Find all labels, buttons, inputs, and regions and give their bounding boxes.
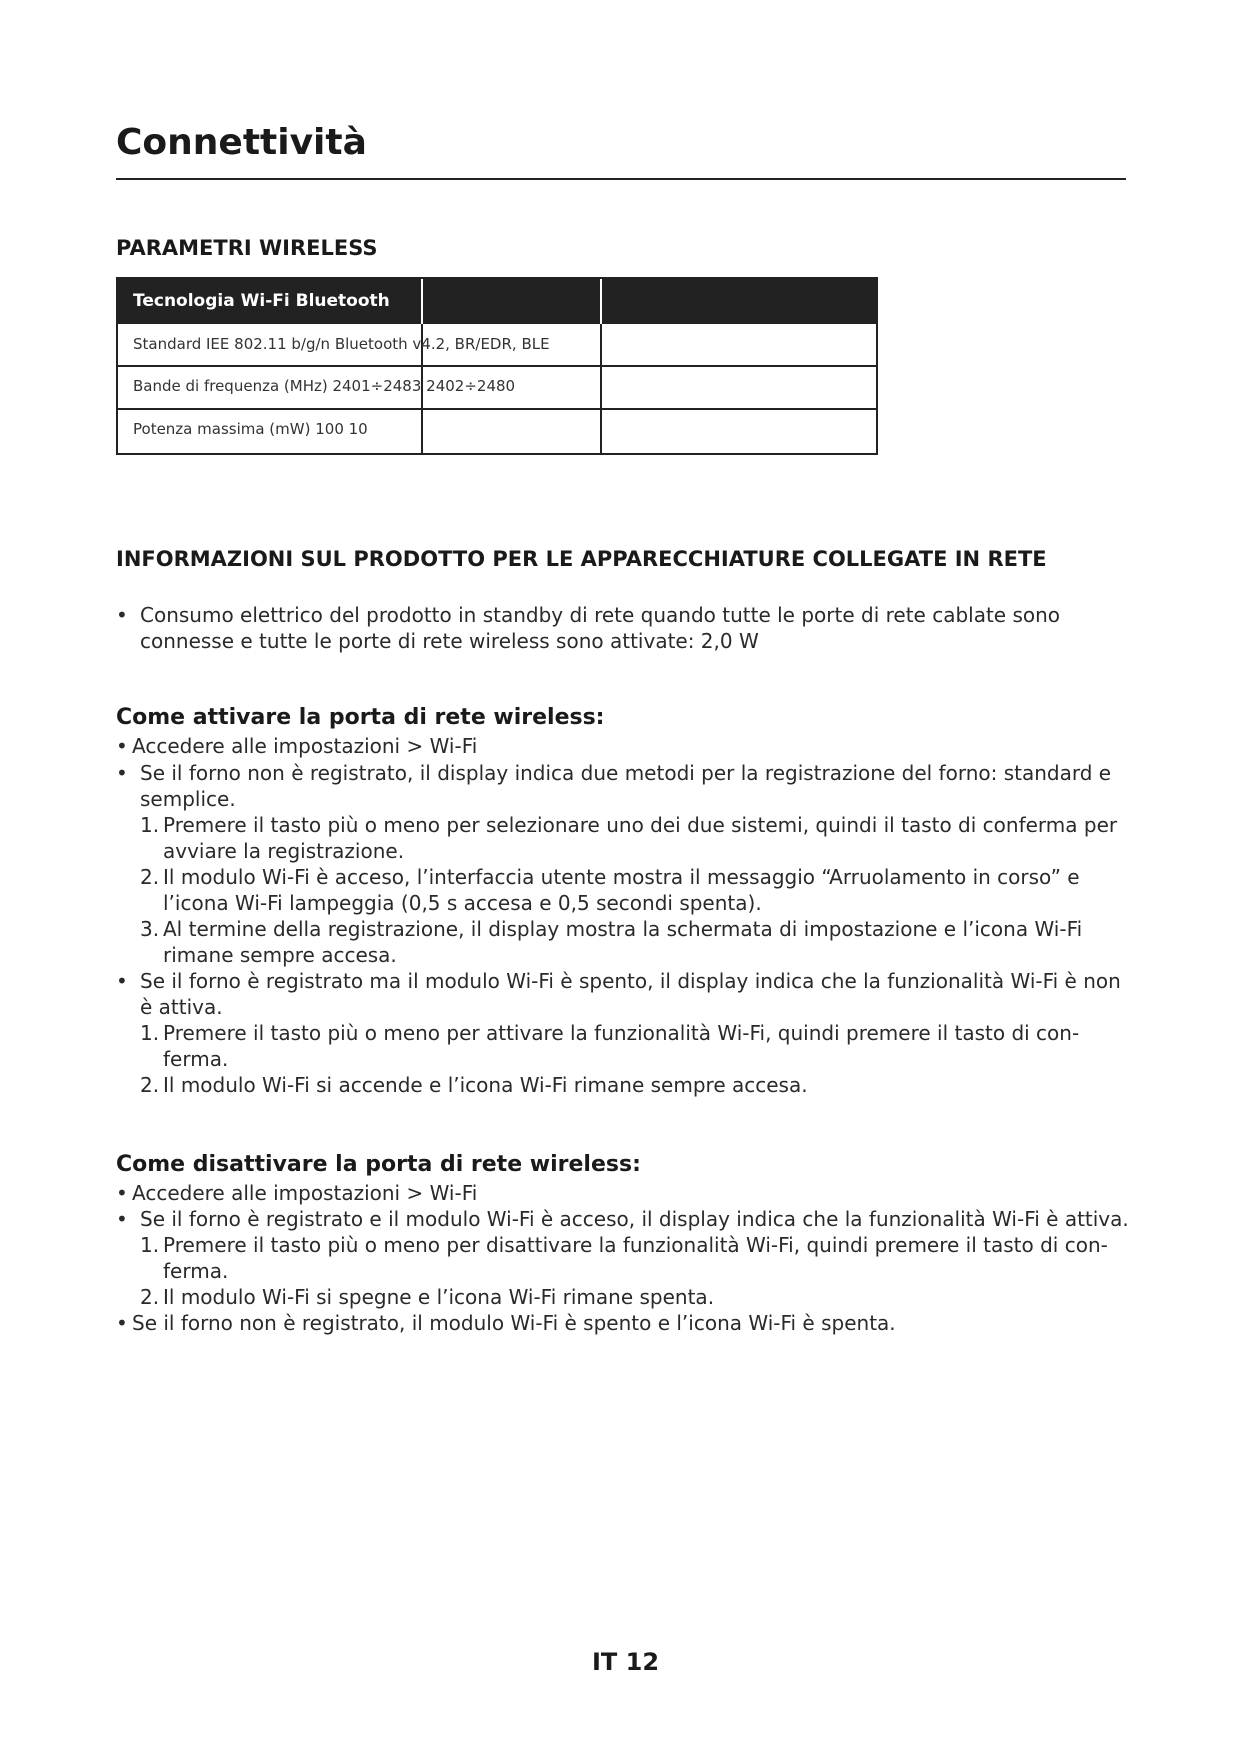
step-number: 2.: [140, 1073, 160, 1097]
wireless-heading: PARAMETRI WIRELESS: [116, 236, 378, 260]
bullet-marker: •: [116, 1207, 128, 1231]
step-number: 2.: [140, 1285, 160, 1309]
step-number: 3.: [140, 917, 160, 941]
table-col-divider: [421, 279, 423, 324]
list-item: Premere il tasto più o meno per disattivare la funzionalità Wi-Fi, quindi premere il tasto di con-ferma.: [163, 1233, 1108, 1283]
page-number: IT 12: [592, 1648, 660, 1676]
list-item: Accedere alle impostazioni > Wi-Fi: [132, 1181, 478, 1205]
list-item: Il modulo Wi-Fi si accende e l’icona Wi-Fi rimane sempre accesa.: [163, 1073, 808, 1097]
list-item: Accedere alle impostazioni > Wi-Fi: [132, 734, 478, 758]
table-row: Bande di frequenza (MHz) 2401÷2483 2402÷2480: [133, 377, 516, 395]
step-number: 1.: [140, 1021, 160, 1045]
list-item: Il modulo Wi-Fi si spegne e l’icona Wi-Fi rimane spenta.: [163, 1285, 715, 1309]
table-header-label: Tecnologia Wi-Fi Bluetooth: [133, 291, 390, 311]
step-number: 1.: [140, 813, 160, 837]
wireless-table: [116, 277, 878, 455]
standby-consumption-text: Consumo elettrico del prodotto in standby di rete quando tutte le porte di rete cablate sono connesse e tutte le porte di rete wireless sono attivate: 2,0 W: [140, 603, 1061, 653]
list-item: Il modulo Wi-Fi è acceso, l’interfaccia utente mostra il messaggio “Arruolamento in corso” e l’icona Wi-Fi lampeggia (0,5 s accesa e 0,5 secondi spenta).: [163, 865, 1080, 915]
network-heading: INFORMAZIONI SUL PRODOTTO PER LE APPARECCHIATURE COLLEGATE IN RETE: [116, 547, 1047, 571]
table-row: Potenza massima (mW) 100 10: [133, 420, 368, 438]
table-header: [118, 279, 876, 324]
step-number: 1.: [140, 1233, 160, 1257]
table-row: Standard IEE 802.11 b/g/n Bluetooth v4.2, BR/EDR, BLE: [133, 335, 550, 353]
table-col-divider: [600, 324, 602, 453]
bullet-marker: •: [116, 1311, 128, 1335]
bullet-marker: •: [116, 1181, 128, 1205]
list-item: Se il forno è registrato e il modulo Wi-Fi è acceso, il display indica che la funzionalità Wi-Fi è attiva.: [140, 1207, 1129, 1231]
step-number: 2.: [140, 865, 160, 889]
bullet-marker: •: [116, 969, 128, 993]
title-divider: [116, 178, 1126, 180]
list-item: Al termine della registrazione, il display mostra la schermata di impostazione e l’icona Wi-Fi rimane sempre accesa.: [163, 917, 1083, 967]
list-item: Se il forno non è registrato, il display indica due metodi per la registrazione del forno: standard e semplice.: [140, 761, 1112, 811]
list-item: Se il forno non è registrato, il modulo Wi-Fi è spento e l’icona Wi-Fi è spenta.: [132, 1311, 896, 1335]
table-row-divider: [118, 365, 876, 367]
bullet-marker: •: [116, 603, 128, 627]
bullet-marker: •: [116, 761, 128, 785]
deactivate-heading: Come disattivare la porta di rete wireless:: [116, 1152, 641, 1177]
list-item: Premere il tasto più o meno per selezionare uno dei due sistemi, quindi il tasto di conferma per avviare la registrazione.: [163, 813, 1118, 863]
activate-heading: Come attivare la porta di rete wireless:: [116, 705, 605, 730]
table-col-divider: [600, 279, 602, 324]
bullet-marker: •: [116, 734, 128, 758]
page-title: Connettività: [116, 122, 367, 163]
table-row-divider: [118, 408, 876, 410]
list-item: Premere il tasto più o meno per attivare la funzionalità Wi-Fi, quindi premere il tasto di con-ferma.: [163, 1021, 1080, 1071]
list-item: Se il forno è registrato ma il modulo Wi-Fi è spento, il display indica che la funzionalità Wi-Fi è non è attiva.: [140, 969, 1121, 1019]
